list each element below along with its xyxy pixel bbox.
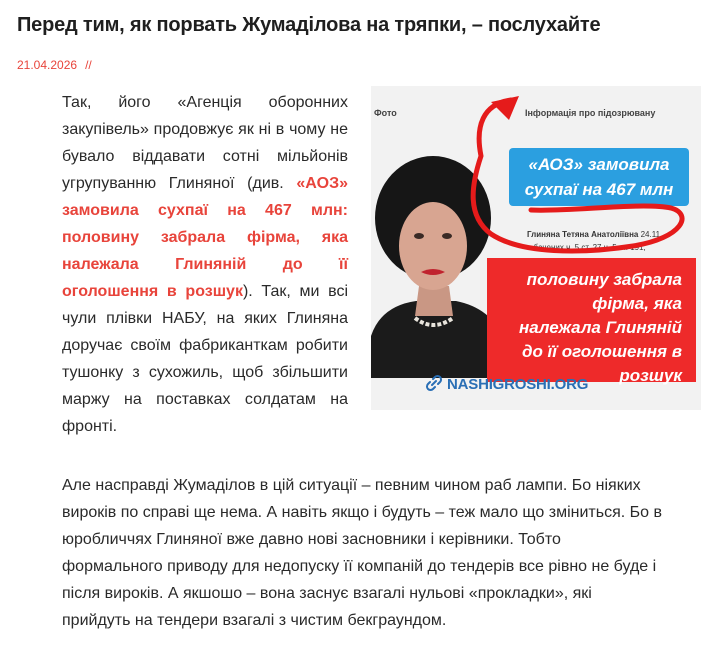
paragraph-1-text-a: Так, його «Агенція оборонних закупівель» продовжує як ні в чому не бувало віддавати сотні мільйонів угрупуванню Глиняної (див. <box>62 94 348 192</box>
caption-line-1: половину забрала <box>526 270 682 289</box>
suspect-date: 24.11 <box>640 230 661 239</box>
logo-text: NASHIGROSHI.ORG <box>447 375 589 393</box>
caption-line-3: належала Глиняній <box>518 318 682 337</box>
caption-badge <box>487 258 696 385</box>
paragraph-1 <box>62 89 348 440</box>
caption-line-2: фірма, яка <box>592 294 682 313</box>
link-icon <box>425 374 443 396</box>
article-meta <box>17 58 92 72</box>
meta-separator: // <box>85 58 92 72</box>
suspect-articles: ...бачених ч. 5 ст. 27 ч. 5 ст. 191, <box>527 243 646 252</box>
article-title: Перед тим, як порвать Жумаділова на тряпки, – послухайте <box>17 14 601 36</box>
paragraph-2: Але насправді Жумаділов в цій ситуації – певним чином раб лампи. Бо ніяких вироків по справі ще нема. А навіть якщо і будуть – теж мало що зміниться. Бо в юробличчях Глиняної вже давно нові засновники і керівники. Тобто формального приводу для недопуску її компаній до тендерів все рівно не буде і після вироків. А якшошо – вона заснує взагалі нульові «прокладки», які прийдуть на тендери взагалі з чистим бекграундом. <box>62 477 662 629</box>
paragraph-1-text-b: ). Так, ми всі чули плівки НАБУ, на яких Глиняна доручає своїм фабриканткам робити тушонку з сухожиль, щоб збільшити маржу на поставках солдатам на фронті. <box>62 283 349 435</box>
headline-badge-line-1: «АОЗ» замовила <box>528 155 670 174</box>
caption-line-4: до її оголошення в <box>521 342 682 361</box>
nashigroshi-logo <box>425 374 588 396</box>
suspect-name: Глиняна Тетяна Анатоліївна <box>527 230 639 239</box>
image-col-info: Інформація про підозрювану <box>525 108 656 118</box>
headline-badge-line-2: сухпаї на 467 млн <box>524 180 674 199</box>
article-image <box>371 86 701 410</box>
article-date[interactable]: 21.04.2026 <box>17 58 78 72</box>
related-article-link[interactable]: «АОЗ» замовила сухпаї на 467 млн: половину забрала фірма, яка належала Глиняній до її оголошення в розшук <box>62 175 348 300</box>
image-col-photo: Фото <box>374 108 397 118</box>
caption-line-5: розшук <box>619 366 682 385</box>
